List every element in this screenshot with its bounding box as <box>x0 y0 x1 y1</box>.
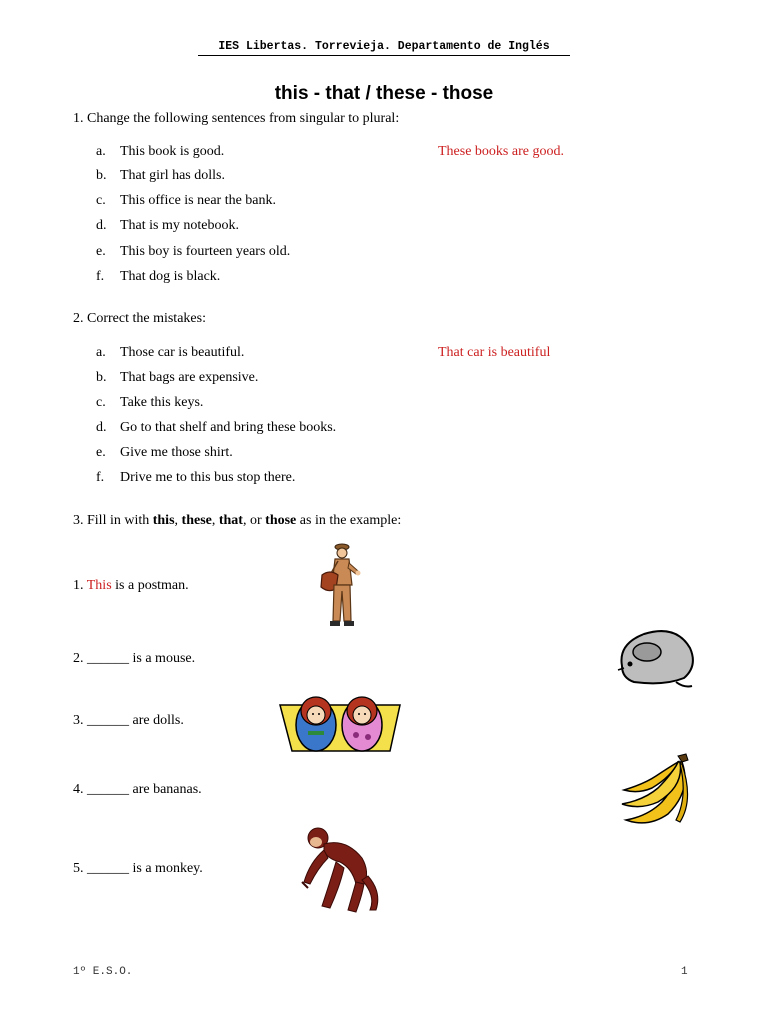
bananas-icon <box>618 750 694 828</box>
ex2-example-answer: That car is beautiful <box>438 345 551 360</box>
ex2-item-letter: c. <box>96 395 106 410</box>
ex1-item-text: This office is near the bank. <box>120 193 277 208</box>
ex2-item-letter: e. <box>96 445 106 460</box>
ex1-item-letter: f. <box>96 269 105 284</box>
ex1-item-letter: a. <box>96 144 106 159</box>
answer-blank: ______ <box>87 861 129 876</box>
ex2-item-text: Give me those shirt. <box>120 445 233 460</box>
keyword-this: this <box>152 513 175 528</box>
ex3-item: 3. ______ are dolls. <box>73 713 184 728</box>
ex2-item-text: Take this keys. <box>120 395 204 410</box>
ex2-item-letter: f. <box>96 470 105 485</box>
keyword-that: that <box>218 513 243 528</box>
ex3-item: 4. ______ are bananas. <box>73 782 202 797</box>
ex2-item-letter: a. <box>96 345 106 360</box>
ex3-example-answer: This <box>86 578 112 593</box>
ex3-item: 1. This is a postman. <box>73 578 189 593</box>
ex2-item-letter: b. <box>96 370 107 385</box>
ex1-item-letter: c. <box>96 193 106 208</box>
ex2-item-text: Go to that shelf and bring these books. <box>120 420 337 435</box>
ex1-item-letter: d. <box>96 218 107 233</box>
ex1-item-letter: e. <box>96 244 106 259</box>
keyword-those: those <box>265 513 297 528</box>
answer-blank: ______ <box>87 651 129 666</box>
ex2-item-text: Those car is beautiful. <box>120 345 245 360</box>
ex1-example-answer: These books are good. <box>438 144 564 159</box>
page-number: 1 <box>681 966 688 978</box>
answer-blank: ______ <box>87 713 129 728</box>
mouse-icon <box>614 626 698 692</box>
monkey-icon <box>296 822 384 916</box>
exercise-1-instruction: 1. Change the following sentences from singular to plural: <box>73 111 400 126</box>
ex3-item: 5. ______ is a monkey. <box>73 861 203 876</box>
ex1-item-text: That girl has dolls. <box>120 168 225 183</box>
exercise-3-instruction: 3. Fill in with this, these, that, or those as in the example: <box>73 513 402 528</box>
ex1-item-text: This book is good. <box>120 144 225 159</box>
ex1-item-text: That dog is black. <box>120 269 221 284</box>
postman-icon <box>316 541 364 631</box>
ex3-item: 2. ______ is a mouse. <box>73 651 196 666</box>
answer-blank: ______ <box>87 782 129 797</box>
ex1-item-text: That is my notebook. <box>120 218 239 233</box>
exercise-2-instruction: 2. Correct the mistakes: <box>73 311 206 326</box>
dolls-icon <box>278 685 402 755</box>
ex2-item-letter: d. <box>96 420 107 435</box>
footer-course: 1º E.S.O. <box>73 966 133 978</box>
document-header: IES Libertas. Torrevieja. Departamento de Inglés <box>198 40 570 56</box>
page-title: this - that / these - those <box>274 83 494 104</box>
keyword-these: these <box>181 513 212 528</box>
ex2-item-text: That bags are expensive. <box>120 370 259 385</box>
ex2-item-text: Drive me to this bus stop there. <box>120 470 296 485</box>
ex1-item-text: This boy is fourteen years old. <box>120 244 291 259</box>
ex1-item-letter: b. <box>96 168 107 183</box>
